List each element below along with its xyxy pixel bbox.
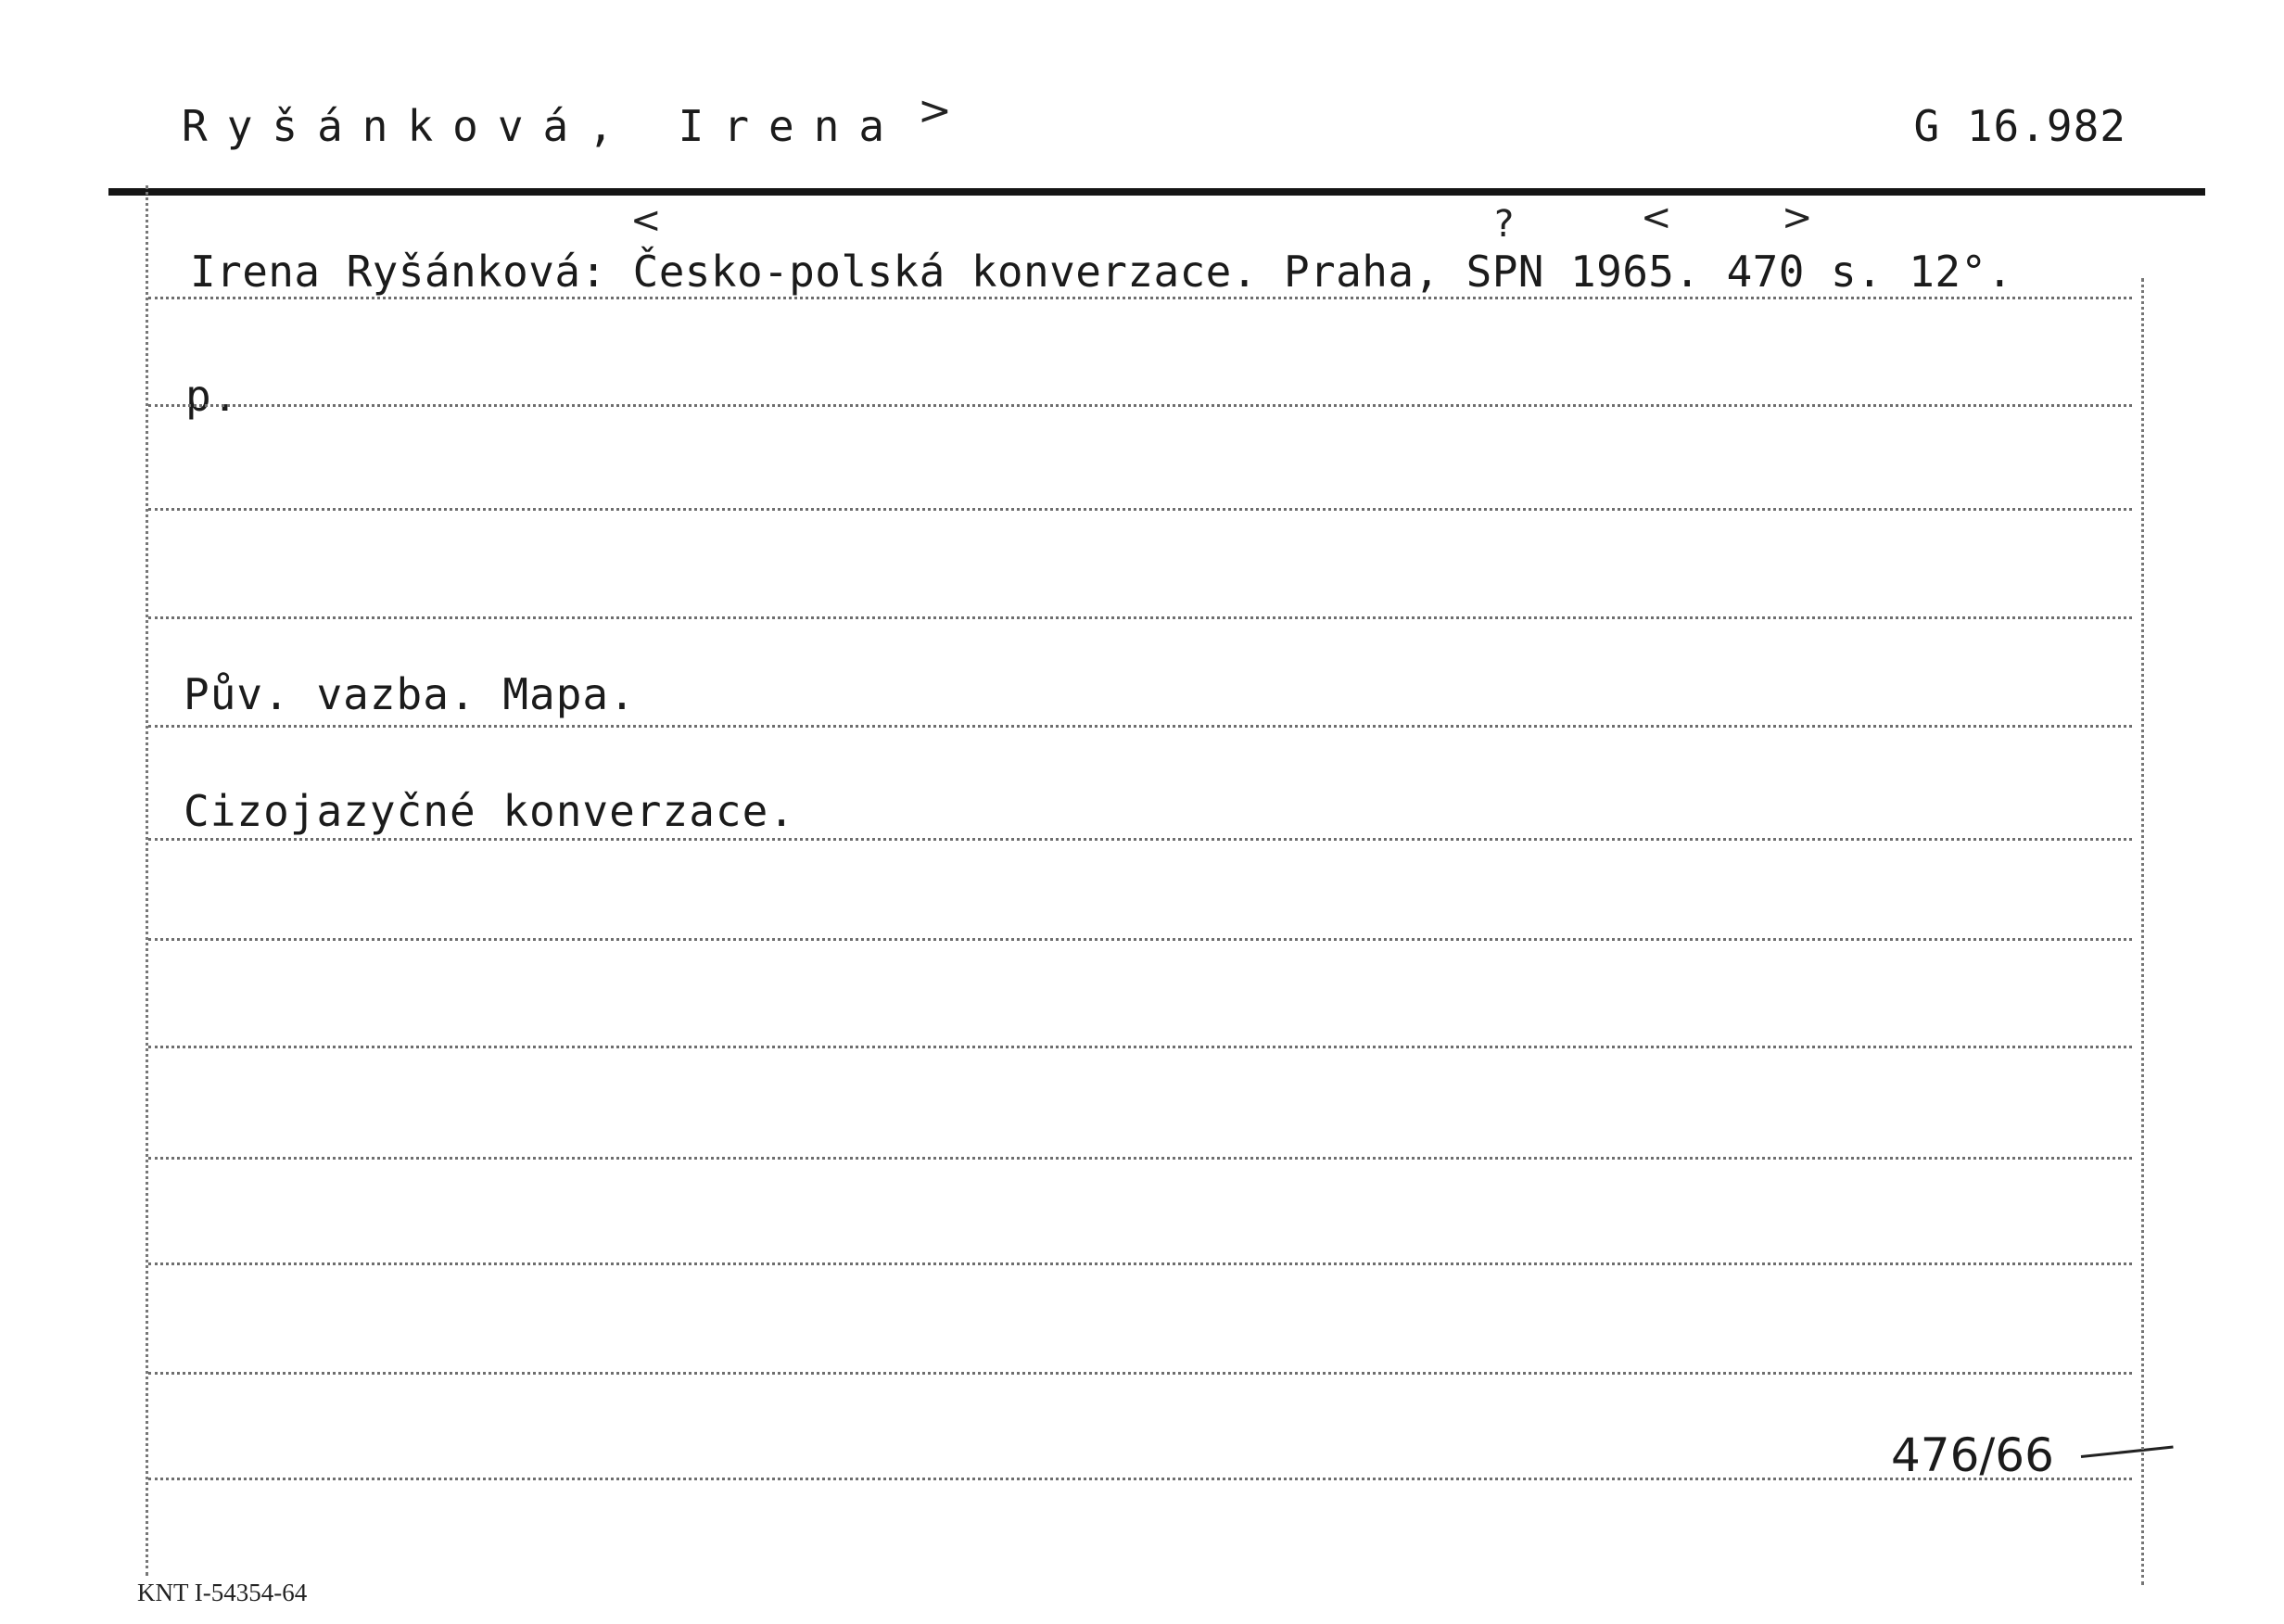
printer-imprint: KNT I-54354-64 [137,1579,308,1606]
note-subject: Cizojazyčné konverzace. [184,786,795,836]
editorial-mark-4: > [1782,197,1813,239]
ruled-line-3 [148,508,2132,511]
editorial-mark-3: < [1641,197,1672,239]
heading-rule [108,188,2205,196]
editorial-mark-1: < [630,199,662,242]
ruled-line-1 [148,297,2132,299]
ruled-line-4 [148,616,2132,619]
ruled-line-7 [148,938,2132,941]
left-margin-dots [146,185,148,1576]
ruled-line-6 [148,838,2132,841]
note-binding: Pův. vazba. Mapa. [184,669,636,719]
ruled-line-9 [148,1157,2132,1160]
heading-editorial-mark: > [918,87,952,134]
ruled-line-12 [148,1478,2132,1480]
card-heading: Ryšánková, Irena [182,101,905,151]
ruled-line-10 [148,1262,2132,1265]
accession-number: 476/66 [1891,1428,2054,1482]
accession-strike-mark [2081,1446,2174,1458]
call-number: G 16.982 [1913,101,2126,151]
pages-mark: p. [185,371,239,421]
bibliographic-description: Irena Ryšánková: Česko-polská konverzace. Praha, SPN 1965. 470 s. 12°. [190,247,2013,297]
right-margin-dots [2141,278,2144,1585]
editorial-mark-2: ? [1494,203,1515,246]
ruled-line-8 [148,1046,2132,1048]
ruled-line-5 [148,725,2132,728]
ruled-line-2 [148,404,2132,407]
ruled-line-11 [148,1372,2132,1375]
